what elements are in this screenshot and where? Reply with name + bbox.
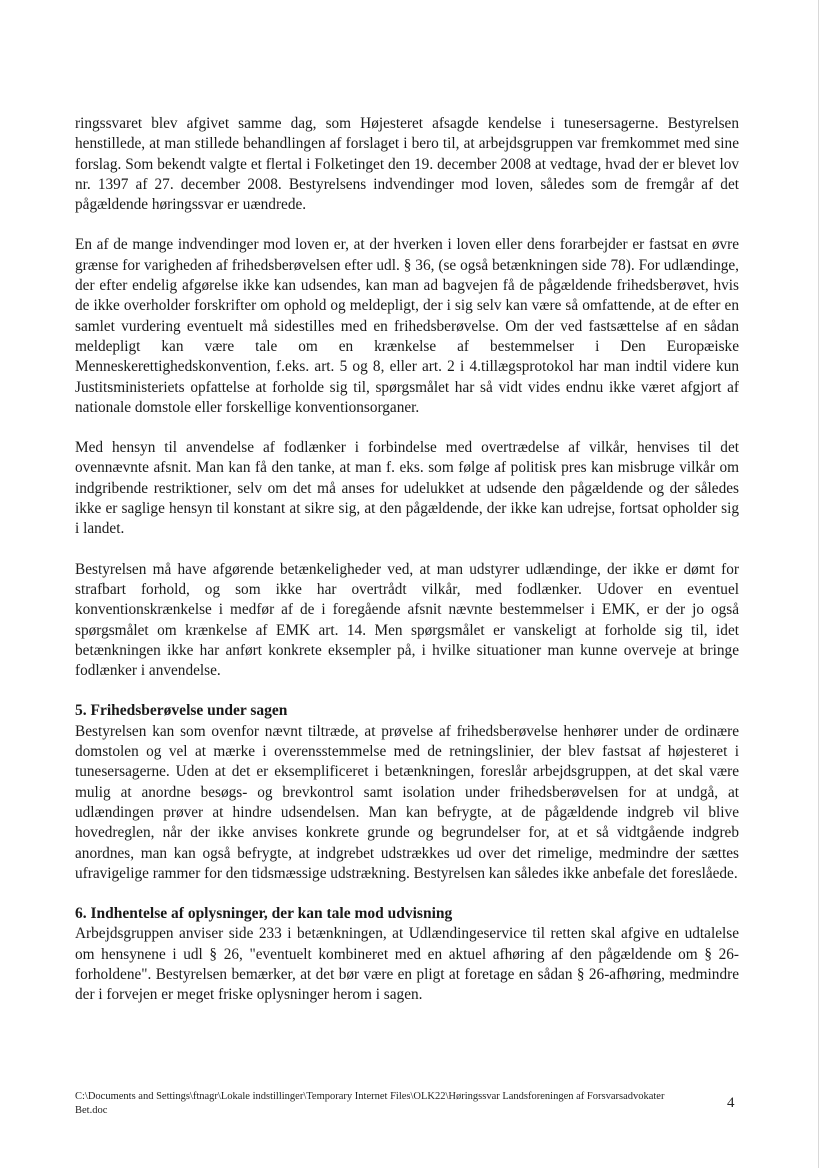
- section-text-5: Bestyrelsen kan som ovenfor nævnt tiltræde, at prøvelse af frihedsberøvelse henhører under de ordinære domstolen og vel at mærke i overensstemmelse med de retningslinier, der blev fastsat af højesteret i tunesersagerne. Uden at det er eksemplificeret i betænkningen, foreslår arbejdsgruppen, at det skal være mulig at anordne besøgs- og brevkontrol samt isolation under frihedsberøvelsen for at undgå, at udlændingen prøver at hindre udsendelsen. Man kan befrygte, at de pågældende indgreb vil blive hovedreglen, når der ikke anvises konkrete grunde og begrundelser for, at et så vidtgående indgreb anordnes, man kan også befrygte, at indgrebet udstrækkes ud over det rimelige, medmindre der sættes ufravigelige rammer for den tidsmæssige udstrækning. Bestyrelsen kan således ikke anbefale det foreslåede.: [75, 722, 739, 882]
- document-body: [75, 114, 739, 1006]
- section-heading-6: 6. Indhentelse af oplysninger, der kan tale mod udvisning: [75, 905, 453, 923]
- paragraph-hearing-response: ringssvaret blev afgivet samme dag, som Højesteret afsagde kendelse i tunesersagerne. Bestyrelsen henstillede, at man stillede behandlingen af forslaget i bero til, at arbejdsgruppen var fremkommet med sine forslag. Som bekendt valgte et flertal i Folketinget den 19. december 2008 at vedtage, hvad der er blevet lov nr. 1397 af 27. december 2008. Bestyrelsens indvendinger mod loven, således som de fremgår af det pågældende høringssvar er uændrede.: [75, 115, 739, 214]
- paragraph-gap: [75, 215, 739, 235]
- paragraph-gap: [75, 884, 739, 904]
- paragraph-gap: [75, 681, 739, 701]
- paragraph-detention-limit: En af de mange indvendinger mod loven er, at der hverken i loven eller dens forarbejder er fastsat en øvre grænse for varigheden af frihedsberøvelsen efter udl. § 36, (se også betænkningen side 78). For udlændinge, der efter endelig afgørelse ikke kan udsendes, kan man ad bagvejen få de pågældende frihedsberøvet, hvis de ikke overholder forskrifter om ophold og meldepligt, der i sig selv kan være så omfattende, at de efter en samlet vurdering eventuelt må sidestilles med en frihedsberøvelse. Om der ved fastsættelse af en sådan meldepligt kan være tale om en krænkelse af bestemmelser i Den Europæiske Menneskerettighedskonvention, f.eks. art. 5 og 8, eller art. 2 i 4.tillægsprotokol har man indtil videre kun Justitsministeriets opfattelse at forholde sig til, spørgsmålet har så vidt vides endnu ikke været afgjort af nationale domstole eller forskellige konventionsorganer.: [75, 236, 739, 416]
- section-heading-5: 5. Frihedsberøvelse under sagen: [75, 702, 288, 720]
- footer-file-name: Bet.doc: [75, 1105, 108, 1116]
- section-text-6: Arbejdsgruppen anviser side 233 i betænkningen, at Udlændingeservice til retten skal afgive en udtalelse om hensynene i udl § 26, "eventuelt kombineret med en aktuel afhøring af den pågældende om § 26-forholdene". Bestyrelsen bemærker, at det bør være en pligt at foretage en sådan § 26-afhøring, medmindre der i forvejen er meget friske oplysninger herom i sagen.: [75, 925, 739, 1004]
- paragraph-gap: [75, 540, 739, 560]
- page-number: 4: [727, 1095, 735, 1111]
- scan-edge-divider: [818, 0, 819, 1168]
- paragraph-concerns: Bestyrelsen må have afgørende betænkeligheder ved, at man udstyrer udlændinge, der ikke er dømt for strafbart forhold, og som ikke har overtrådt vilkår, med fodlænker. Udover en eventuel konventionskrænkelse i medfør af de i foregående afsnit nævnte bestemmelser i EMK, er der jo også spørgsmålet om krænkelse af EMK art. 14. Men spørgsmålet er vanskeligt at forholde sig til, idet betænkningen ikke har anført konkrete eksempler på, i hvilke situationer man kunne overveje at bringe fodlænker i anvendelse.: [75, 560, 739, 680]
- paragraph-ankle-monitors: Med hensyn til anvendelse af fodlænker i forbindelse med overtrædelse af vilkår, henvises til det ovennævnte afsnit. Man kan få den tanke, at man f. eks. som følge af politisk pres kan misbruge vilkår om indgribende restriktioner, selv om det må anses for udelukket at udsende den pågældende og der således ikke er saglige hensyn til konstant at sikre sig, at den pågældende, der ikke kan udrejse, fortsat opholder sig i landet.: [75, 439, 739, 538]
- page-footer: [75, 1090, 755, 1118]
- footer-file-path: C:\Documents and Settings\ftnagr\Lokale indstillinger\Temporary Internet Files\OLK22\Høringssvar Landsforeningen af Forsvarsadvokater: [75, 1091, 665, 1102]
- paragraph-gap: [75, 418, 739, 438]
